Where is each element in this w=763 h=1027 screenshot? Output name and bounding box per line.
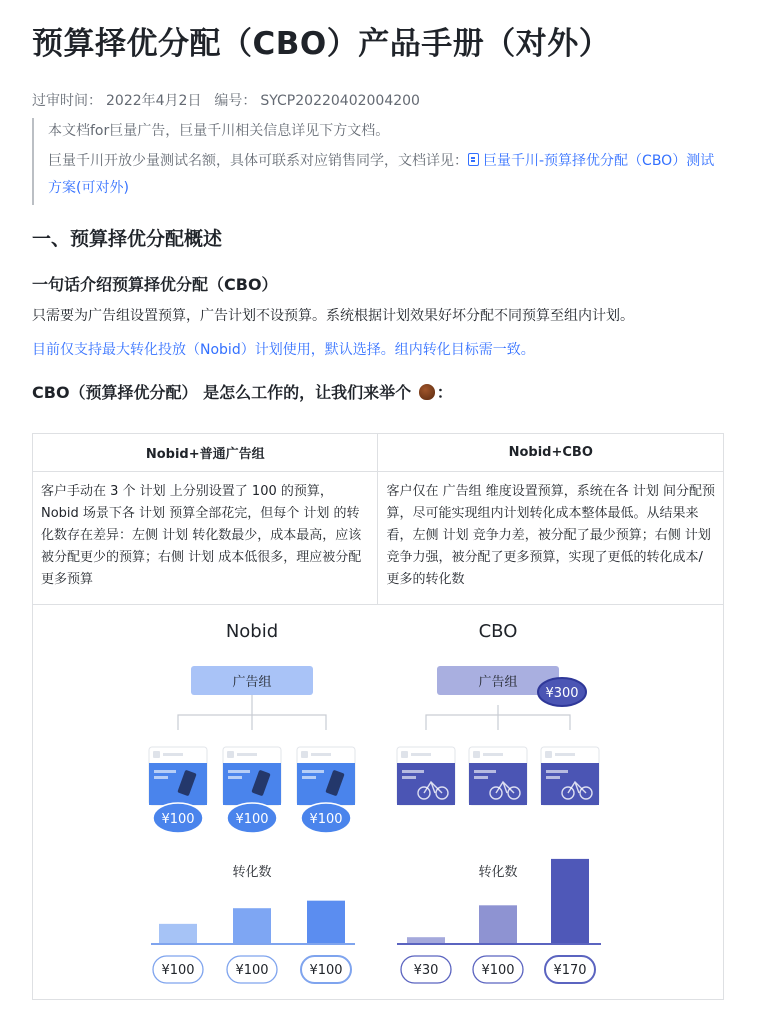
right-conversion-bar [407,937,445,943]
right-conversion-bar [479,905,517,943]
left-spend-value: ¥100 [309,963,343,978]
doc-meta [32,90,424,110]
right-spend-pills [401,956,595,983]
left-conversion-bar [159,924,197,943]
review-date: 2022年4月2日 [106,93,202,109]
left-spend-pill [227,956,277,983]
left-spend-value: ¥100 [235,963,269,978]
right-conversion-bar [551,859,589,943]
chestnut-icon [419,384,435,400]
right-group-budget: ¥300 [545,686,579,701]
left-chart-label: 转化数 [232,865,272,880]
left-plan-card [223,747,281,805]
example-heading-suffix: ： [436,383,453,402]
right-spend-pill [473,956,523,983]
page-title: 预算择优分配（CBO）产品手册（对外） [32,26,611,62]
right-title: CBO [478,621,518,642]
left-plan-budget: ¥100 [161,812,195,827]
id-label: 编号： [214,93,257,109]
section-heading: 一、预算择优分配概述 [32,228,223,250]
table-cell-nobid: 客户手动在 3 个 计划 上分别设置了 100 的预算，Nobid 场景下各 计划 预算全部花完，但每个 计划 的转化数存在差异：左侧 计划 转化数最少，成本最高，应该被分配更少的预算；右侧 计划 成本低很多，理应被分配更多预算 [33,472,378,605]
right-plan-card [541,747,599,805]
quote-line-1: 本文档for巨量广告，巨量千川相关信息详见下方文档。 [48,123,390,139]
left-title: Nobid [225,621,279,642]
id-value: SYCP20220402004200 [260,93,420,109]
review-label: 过审时间： [32,93,102,109]
table-cell-cbo: 客户仅在 广告组 维度设置预算，系统在各 计划 间分配预算，尽可能实现组内计划转化成本整体最低。从结果来看，左侧 计划 竞争力差，被分配了最少预算；右侧 计划 竞争力强，被分配了更多预算，实现了更低的转化成本/更多的转化数 [378,472,724,605]
left-plan-budget: ¥100 [235,812,269,827]
support-note: 目前仅支持最大转化投放（Nobid）计划使用，默认选择。组内转化目标需一致。 [32,342,535,358]
quote-line-2 [48,148,722,202]
left-spend-pill [153,956,203,983]
section-subheading: 一句话介绍预算择优分配（CBO） [32,275,278,294]
quote-line-2-text: 巨量千川开放少量测试名额，具体可联系对应销售同学，文档详见： [48,153,468,169]
left-spend-pills [153,956,351,983]
document-icon [468,153,479,166]
right-spend-pill [401,956,451,983]
right-spend-value: ¥100 [481,963,515,978]
left-plan-cards [149,747,355,833]
illustration-svg [33,605,723,997]
right-plan-cards [397,747,599,805]
left-plan-budget: ¥100 [309,812,343,827]
left-plan-card [297,747,355,805]
right-spend-pill [545,956,595,983]
example-heading [32,380,453,403]
left-conversion-bar [233,908,271,943]
right-spend-value: ¥170 [553,963,587,978]
table-header-nobid: Nobid+普通广告组 [33,434,378,472]
left-plan-budget-pill [301,803,351,833]
right-spend-value: ¥30 [413,963,439,978]
right-chart-label: 转化数 [478,865,518,880]
quote-block [32,118,722,205]
intro-paragraph: 只需要为广告组设置预算，广告计划不设预算。系统根据计划效果好坏分配不同预算至组内计划。 [32,308,634,324]
left-spend-value: ¥100 [161,963,195,978]
example-heading-text: CBO（预算择优分配） 是怎么工作的，让我们来举个 [32,383,412,402]
left-plan-card [149,747,207,805]
table-header-cbo: Nobid+CBO [378,434,724,472]
left-conversion-bar [307,901,345,943]
left-spend-pill [301,956,351,983]
right-plan-card [397,747,455,805]
left-plan-budget-pill [227,803,277,833]
left-group-label: 广告组 [232,675,272,690]
right-group-label: 广告组 [478,675,518,690]
left-plan-budget-pill [153,803,203,833]
cbo-illustration [33,605,723,997]
doc-link-text[interactable]: 巨量千川-预算择优分配（CBO）测试方案(可对外) [48,153,715,196]
right-plan-card [469,747,527,805]
